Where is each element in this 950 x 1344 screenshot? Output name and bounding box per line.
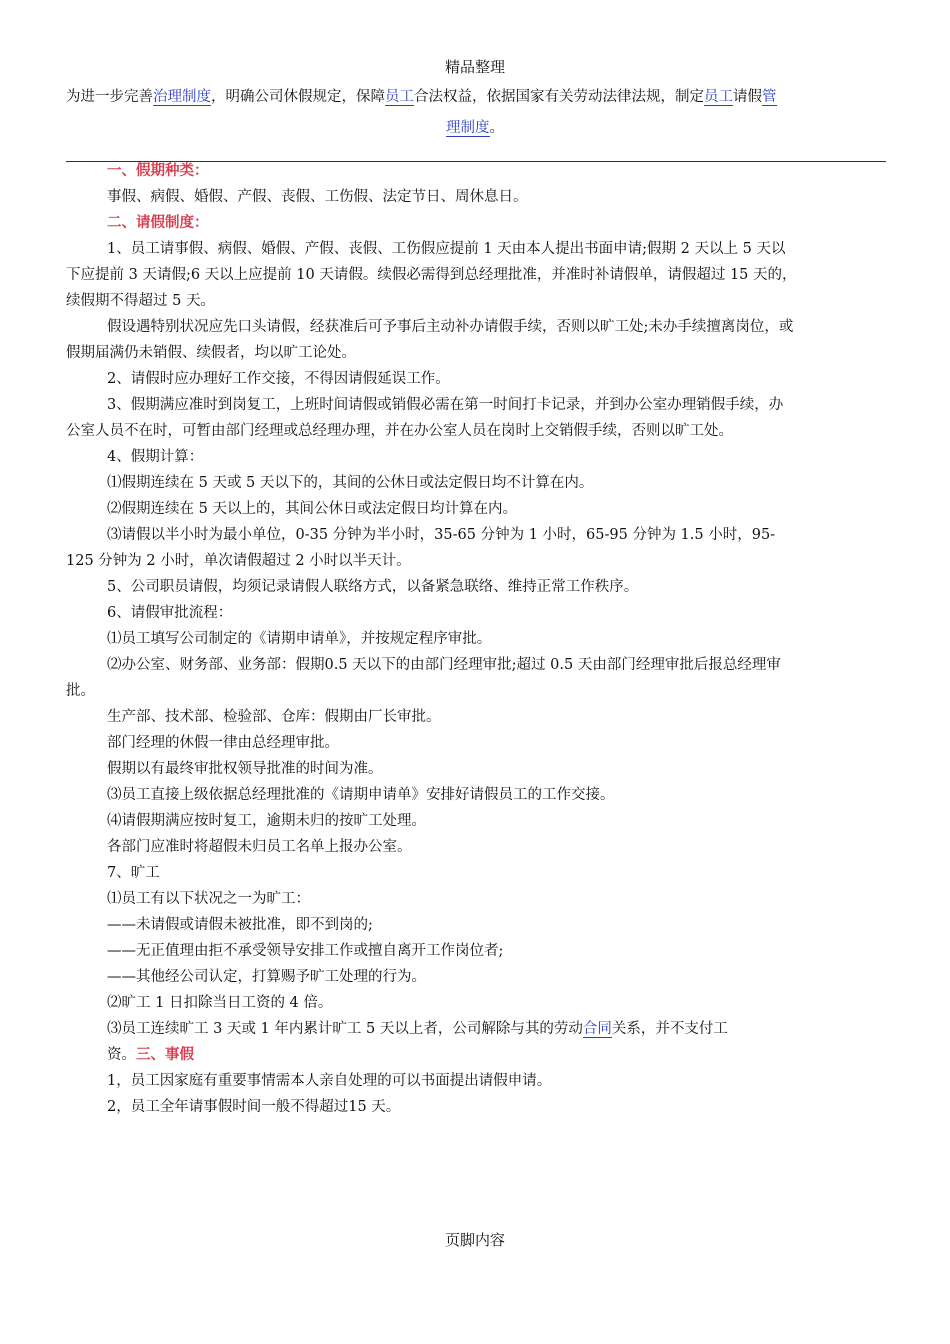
paragraph: 公室人员不在时，可暂由部门经理或总经理办理，并在办公室人员在岗时上交销假手续，否则以旷工处。 [66,423,733,439]
paragraph [66,1016,884,1042]
paragraph: 2、请假时应办理好工作交接，不得因请假延误工作。 [107,371,450,387]
paragraph: 3、假期满应准时到岗复工，上班时间请假或销假必需在第一时间打卡记录，并到办公室办理销假手续，办 [107,397,784,413]
paragraph: ⑴员工填写公司制定的《请期申请单》，并按规定程序审批。 [107,631,492,647]
paragraph: 125 分钟为 2 小时，单次请假超过 2 小时以半天计。 [66,553,411,569]
paragraph: ⑴员工有以下状况之一为旷工： [107,891,310,907]
paragraph: ⑶员工直接上级依据总经理批准的《请期申请单》安排好请假员工的工作交接。 [107,787,615,803]
intro-text: 请假 [733,89,762,105]
link-contract[interactable]: 合同 [582,1021,612,1037]
link-management-system[interactable]: 理制度 [446,120,490,136]
intro-text: 合法权益，依据国家有关劳动法律法规，制定 [414,89,704,105]
paragraph: ——未请假或请假未被批准，即不到岗的; [107,917,373,933]
paragraph-text: 资。 [107,1047,136,1063]
section-heading-leave-system: 二、请假制度： [107,214,209,231]
paragraph: ⑴假期连续在 5 天或 5 天以下的，其间的公休日或法定假日均不计算在内。 [107,475,594,491]
paragraph-text: ⑶员工连续旷工 3 天或 1 年内累计旷工 5 天以上者，公司解除与其的劳动 [107,1021,583,1037]
paragraph: 事假、病假、婚假、产假、丧假、工伤假、法定节日、周休息日。 [107,189,528,205]
paragraph: ⑵假期连续在 5 天以上的，其间公休日或法定假日均计算在内。 [107,501,517,517]
paragraph: ——其他经公司认定，打算赐予旷工处理的行为。 [107,969,426,985]
paragraph: ⑶请假以半小时为最小单位，0-35 分钟为半小时，35-65 分钟为 1 小时，65-95 分钟为 1.5 小时，95- [107,527,776,543]
intro-line-2 [66,113,884,144]
link-governance-system[interactable]: 治理制度 [153,89,211,105]
intro-line-1 [66,82,884,113]
intro-paragraph [66,82,884,144]
document-body [66,158,884,1120]
paragraph: 2，员工全年请事假时间一般不得超过15 天。 [107,1099,401,1115]
paragraph: 续假期不得超过 5 天。 [66,293,215,309]
paragraph: ⑵旷工 1 日扣除当日工资的 4 倍。 [107,995,333,1011]
paragraph: 部门经理的休假一律由总经理审批。 [107,735,339,751]
paragraph-text: 关系，并不支付工 [611,1021,728,1037]
paragraph: 假期以有最终审批权领导批准的时间为准。 [107,761,383,777]
section-heading-personal-leave: 三、事假 [136,1046,194,1063]
paragraph: ——无正值理由拒不承受领导安排工作或擅自离开工作岗位者; [107,943,504,959]
paragraph: 批。 [66,683,95,699]
paragraph: 6、请假审批流程： [107,605,233,621]
intro-text: ，明确公司休假规定，保障 [211,89,385,105]
link-employee-2[interactable]: 员工 [704,89,733,105]
link-management[interactable]: 管 [762,89,777,105]
paragraph: 4、假期计算： [107,449,204,465]
paragraph: 下应提前 3 天请假;6 天以上应提前 10 天请假。续假必需得到总经理批准，并准时补请假单，请假超过 15 天的， [66,267,797,283]
paragraph: 7、旷工 [107,865,160,881]
intro-text: 为进一步完善 [66,89,153,105]
paragraph: 假期届满仍未销假、续假者，均以旷工论处。 [66,345,356,361]
section-heading-leave-types: 一、假期种类： [107,162,209,179]
link-employee[interactable]: 员工 [385,89,414,105]
paragraph: 1，员工因家庭有重要事情需本人亲自处理的可以书面提出请假申请。 [107,1073,552,1089]
paragraph: ⑷请假期满应按时复工，逾期未归的按旷工处理。 [107,813,426,829]
page-header: 精品整理 [444,58,505,76]
page-footer: 页脚内容 [444,1231,505,1249]
paragraph [66,1042,884,1068]
paragraph: 各部门应准时将超假未归员工名单上报办公室。 [107,839,412,855]
intro-text: 。 [489,120,504,136]
paragraph: 1、员工请事假、病假、婚假、产假、丧假、工伤假应提前 1 天由本人提出书面申请;假期 2 天以上 5 天以 [107,241,786,257]
paragraph: 假设遇特别状况应先口头请假，经获准后可予事后主动补办请假手续，否则以旷工处;未办手续擅离岗位，或 [107,319,794,335]
paragraph: 5、公司职员请假，均须记录请假人联络方式，以备紧急联络、维持正常工作秩序。 [107,579,639,595]
paragraph: 生产部、技术部、检验部、仓库：假期由厂长审批。 [107,709,441,725]
paragraph: ⑵办公室、财务部、业务部：假期0.5 天以下的由部门经理审批;超过 0.5 天由部门经理审批后报总经理审 [107,657,781,673]
